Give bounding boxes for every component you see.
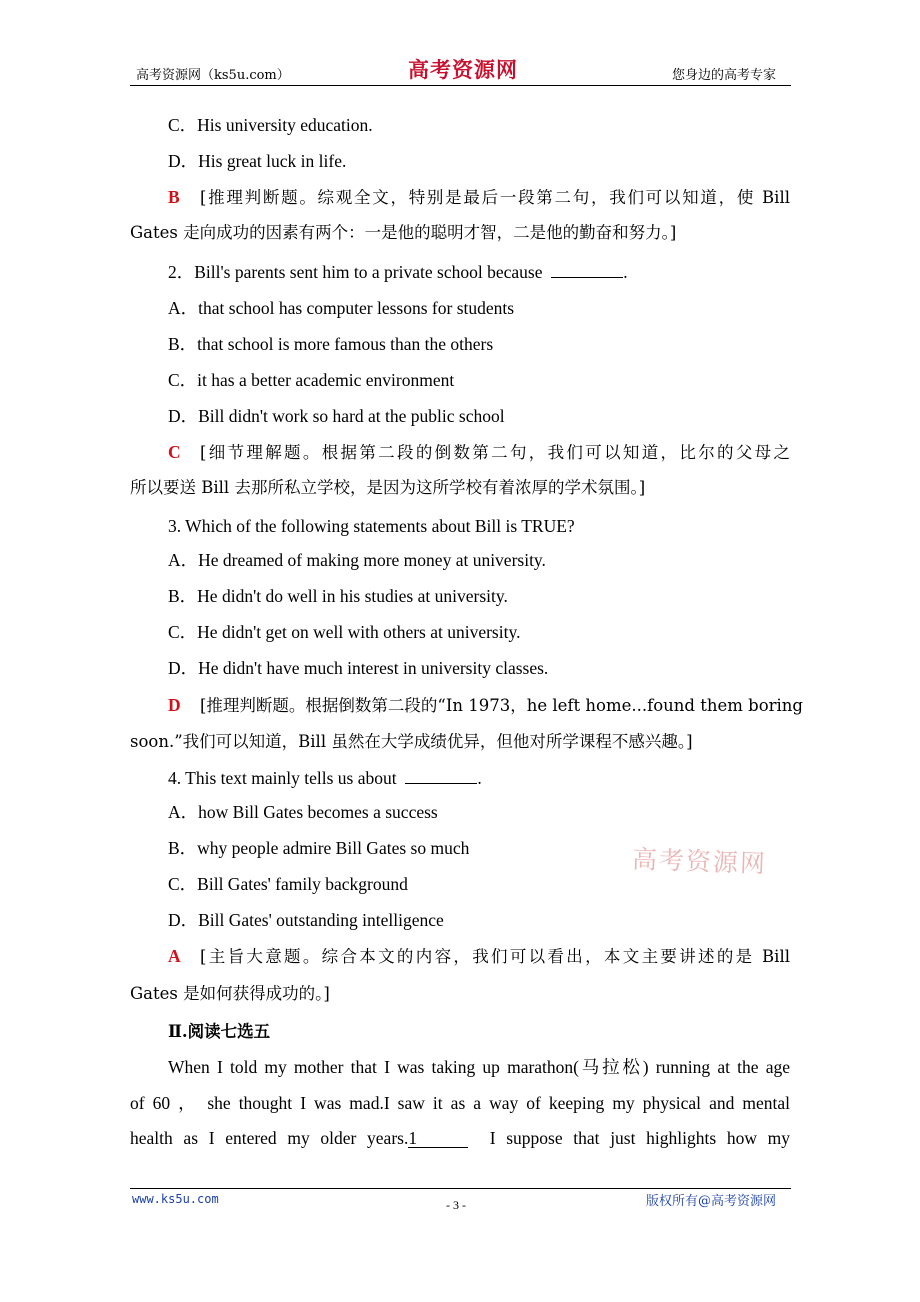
footer-divider <box>130 1188 791 1189</box>
q2-blank <box>551 261 623 278</box>
passage-line3: health as I entered my older years.1 I suppose that just highlights how my <box>130 1128 791 1148</box>
passage-line2: of 60 ， she thought I was mad.I saw it as a way of keeping my physical and mental <box>130 1093 790 1113</box>
q4-option-c: C．Bill Gates' family background <box>168 874 408 894</box>
passage-line1: When I told my mother that I was taking up marathon(马拉松) running at the age <box>168 1057 790 1077</box>
q2-answer: C <box>168 442 181 462</box>
q3-option-b: B．He didn't do well in his studies at university. <box>168 586 508 606</box>
q4-option-a: A．how Bill Gates becomes a success <box>168 802 438 822</box>
q1-option-d: D．His great luck in life. <box>168 151 347 171</box>
q4-option-b: B．why people admire Bill Gates so much <box>168 838 470 858</box>
q2-explanation-line1: C [细节理解题。根据第二段的倒数第二句，我们可以知道，比尔的父母之 <box>168 442 790 462</box>
q4-answer: A <box>168 946 181 966</box>
q4-blank <box>405 767 477 784</box>
q1-explanation-line2: Gates 走向成功的因素有两个：一是他的聪明才智，二是他的勤奋和努力。] <box>130 223 677 242</box>
q3-option-a: A．He dreamed of making more money at university. <box>168 550 546 570</box>
q3-explanation-line1: D [推理判断题。根据倒数第二段的“In 1973，he left home...found them boring <box>168 695 803 715</box>
section-title: Ⅱ.阅读七选五 <box>168 1022 271 1041</box>
q3-option-d: D．He didn't have much interest in university classes. <box>168 658 549 678</box>
footer-copyright: 版权所有@高考资源网 <box>646 1194 777 1209</box>
q3-option-c: C．He didn't get on well with others at university. <box>168 622 521 642</box>
q2-option-a: A．that school has computer lessons for students <box>168 298 515 318</box>
q4-explanation-line2: Gates 是如何获得成功的。] <box>130 984 330 1003</box>
page-number: - 3 - <box>446 1198 466 1212</box>
passage-blank-1: 1 <box>408 1129 468 1148</box>
header-divider <box>130 85 791 86</box>
q2-explanation-line2: 所以要送 Bill 去那所私立学校，是因为这所学校有着浓厚的学术氛围。] <box>130 478 646 497</box>
watermark: 高考资源网 <box>631 844 768 879</box>
q4-option-d: D．Bill Gates' outstanding intelligence <box>168 910 444 930</box>
q2-stem: 2．Bill's parents sent him to a private school because . <box>168 262 628 282</box>
q2-option-d: D．Bill didn't work so hard at the public school <box>168 406 505 426</box>
q3-answer: D <box>168 695 181 715</box>
header-site-name: 高考资源网（ks5u.com） <box>136 68 290 83</box>
header-logo: 高考资源网 <box>408 57 518 82</box>
q4-stem: 4. This text mainly tells us about . <box>168 768 482 788</box>
footer-website-link[interactable]: www.ks5u.com <box>132 1192 219 1206</box>
q3-explanation-line2: soon.”我们可以知道，Bill 虽然在大学成绩优异，但他对所学课程不感兴趣。] <box>130 732 693 751</box>
q2-option-c: C．it has a better academic environment <box>168 370 455 390</box>
q1-explanation-line1: B [推理判断题。综观全文，特别是最后一段第二句，我们可以知道，使 Bill <box>168 187 790 207</box>
header-slogan: 您身边的高考专家 <box>672 68 777 83</box>
q2-option-b: B．that school is more famous than the others <box>168 334 494 354</box>
q1-answer: B <box>168 187 180 207</box>
q1-option-c: C．His university education. <box>168 115 373 135</box>
q3-stem: 3. Which of the following statements about Bill is TRUE? <box>168 516 575 536</box>
q4-explanation-line1: A [主旨大意题。综合本文的内容，我们可以看出，本文主要讲述的是 Bill <box>168 946 790 966</box>
